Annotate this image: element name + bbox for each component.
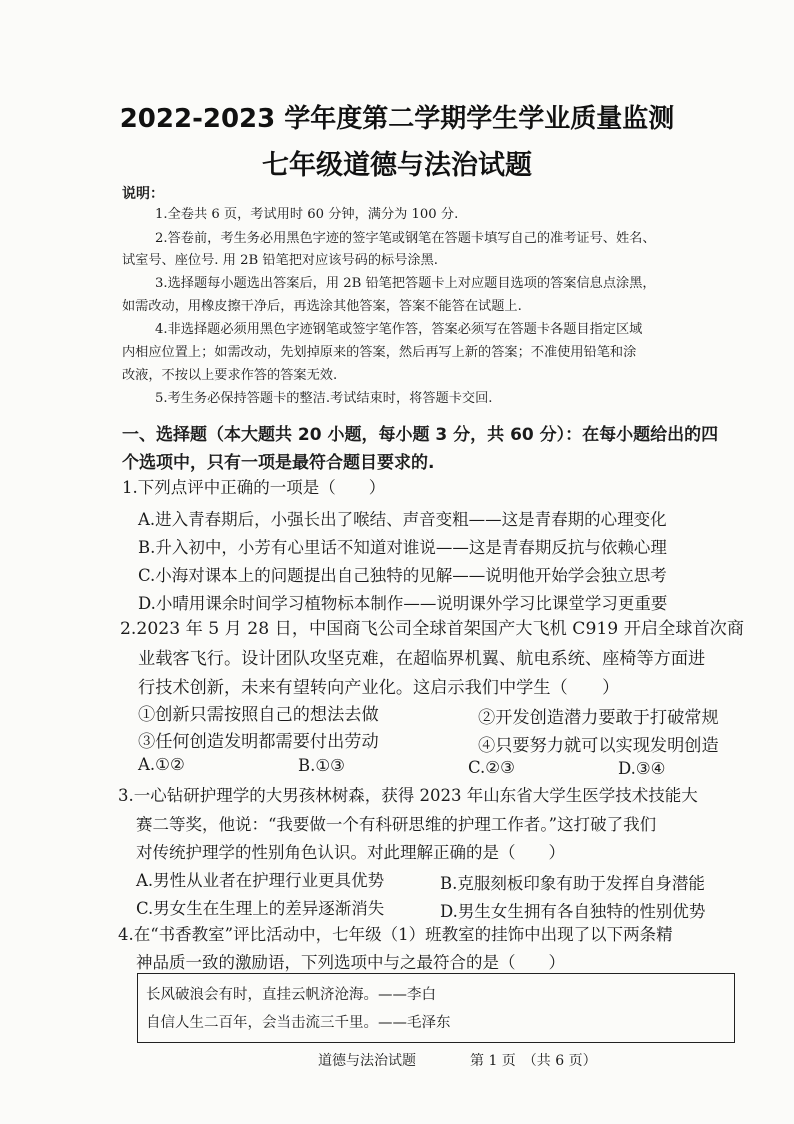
question-1-option-d: D.小晴用课余时间学习植物标本制作——说明课外学习比课堂学习更重要 bbox=[138, 594, 668, 613]
instruction-line: 试室号、座位号. 用 2B 铅笔把对应该号码的标号涂黑. bbox=[122, 253, 438, 268]
question-1-option-b: B.升入初中，小芳有心里话不知道对谁说——这是青春期反抗与依赖心理 bbox=[138, 538, 667, 557]
question-4-stem: 4.在“书香教室”评比活动中，七年级（1）班教室的挂饰中出现了以下两条精 bbox=[118, 925, 673, 944]
question-4-stem: 神品质一致的激励语，下列选项中与之最符合的是（ ） bbox=[136, 953, 565, 972]
instruction-line: 5.考生务必保持答题卡的整洁.考试结束时，将答题卡交回. bbox=[155, 391, 493, 406]
question-1-option-a: A.进入青春期后，小强长出了喉结、声音变粗——这是青春期的心理变化 bbox=[138, 510, 667, 529]
question-3-stem: 对传统护理学的性别角色认识。对此理解正确的是（ ） bbox=[136, 843, 565, 862]
instructions-label: 说明： bbox=[122, 186, 164, 202]
question-2-stem: 2.2023 年 5 月 28 日，中国商飞公司全球首架国产大飞机 C919 开启全球首次商 bbox=[120, 619, 745, 639]
instruction-line: 内相应位置上；如需改动，先划掉原来的答案，然后再写上新的答案；不准使用铅笔和涂 bbox=[122, 345, 637, 360]
section-heading-line2: 个选项中，只有一项是最符合题目要求的. bbox=[122, 453, 435, 473]
question-3-option-b: B.克服刻板印象有助于发挥自身潜能 bbox=[440, 874, 705, 893]
question-3-stem: 3.一心钻研护理学的大男孩林树森，获得 2023 年山东省大学生医学技术技能大 bbox=[118, 786, 698, 805]
instruction-line: 如需改动，用橡皮擦干净后，再选涂其他答案，答案不能答在试题上. bbox=[122, 299, 522, 314]
quote-li-bai: 长风破浪会有时，直挂云帆济沧海。——李白 bbox=[146, 987, 436, 1003]
question-2-option-d: D.③④ bbox=[618, 759, 666, 778]
section-heading-line1: 一、选择题（本大题共 20 小题，每小题 3 分，共 60 分）：在每小题给出的四 bbox=[122, 425, 719, 445]
question-2-option-a: A.①② bbox=[138, 755, 185, 774]
question-2-statement-4: ④只要努力就可以实现发明创造 bbox=[478, 736, 719, 756]
question-2-statement-3: ③任何创造发明都需要付出劳动 bbox=[138, 732, 379, 752]
question-2-stem: 业载客飞行。设计团队攻坚克难，在超临界机翼、航电系统、座椅等方面进 bbox=[138, 649, 706, 669]
question-3-stem: 赛二等奖，他说：“我要做一个有科研思维的护理工作者。”这打破了我们 bbox=[136, 815, 657, 834]
exam-title-line1: 2022-2023 学年度第二学期学生学业质量监测 bbox=[119, 104, 675, 134]
question-2-option-b: B.①③ bbox=[298, 756, 345, 775]
quote-mao-zedong: 自信人生二百年，会当击流三千里。——毛泽东 bbox=[146, 1015, 451, 1031]
question-1-stem: 1.下列点评中正确的一项是（ ） bbox=[122, 478, 386, 497]
question-3-option-c: C.男女生在生理上的差异逐渐消失 bbox=[136, 899, 385, 918]
exam-title-line2: 七年级道德与法治试题 bbox=[262, 150, 532, 181]
question-3-option-a: A.男性从业者在护理行业更具优势 bbox=[136, 871, 385, 890]
question-2-statement-1: ①创新只需按照自己的想法去做 bbox=[138, 705, 379, 725]
instruction-line: 2.答卷前，考生务必用黑色字迹的签字笔或钢笔在答题卡填写自己的准考证号、姓名、 bbox=[155, 231, 656, 246]
instruction-line: 4.非选择题必须用黑色字迹钢笔或签字笔作答，答案必须写在答题卡各题目指定区域 bbox=[155, 322, 643, 337]
instruction-line: 1.全卷共 6 页，考试用时 60 分钟，满分为 100 分. bbox=[155, 207, 459, 222]
footer-subject: 道德与法治试题 bbox=[318, 1053, 416, 1069]
question-2-statement-2: ②开发创造潜力要敢于打破常规 bbox=[478, 708, 719, 728]
footer-page-number: 第 1 页 （共 6 页） bbox=[470, 1053, 597, 1069]
question-3-option-d: D.男生女生拥有各自独特的性别优势 bbox=[440, 902, 706, 921]
question-2-stem: 行技术创新，未来有望转向产业化。这启示我们中学生（ ） bbox=[138, 678, 620, 698]
quote-box bbox=[137, 973, 735, 1043]
question-2-option-c: C.②③ bbox=[468, 758, 515, 777]
question-1-option-c: C.小海对课本上的问题提出自己独特的见解——说明他开始学会独立思考 bbox=[138, 566, 667, 585]
instruction-line: 3.选择题每小题选出答案后，用 2B 铅笔把答题卡上对应题目选项的答案信息点涂黑， bbox=[155, 276, 656, 291]
instruction-line: 改液，不按以上要求作答的答案无效. bbox=[122, 368, 338, 383]
